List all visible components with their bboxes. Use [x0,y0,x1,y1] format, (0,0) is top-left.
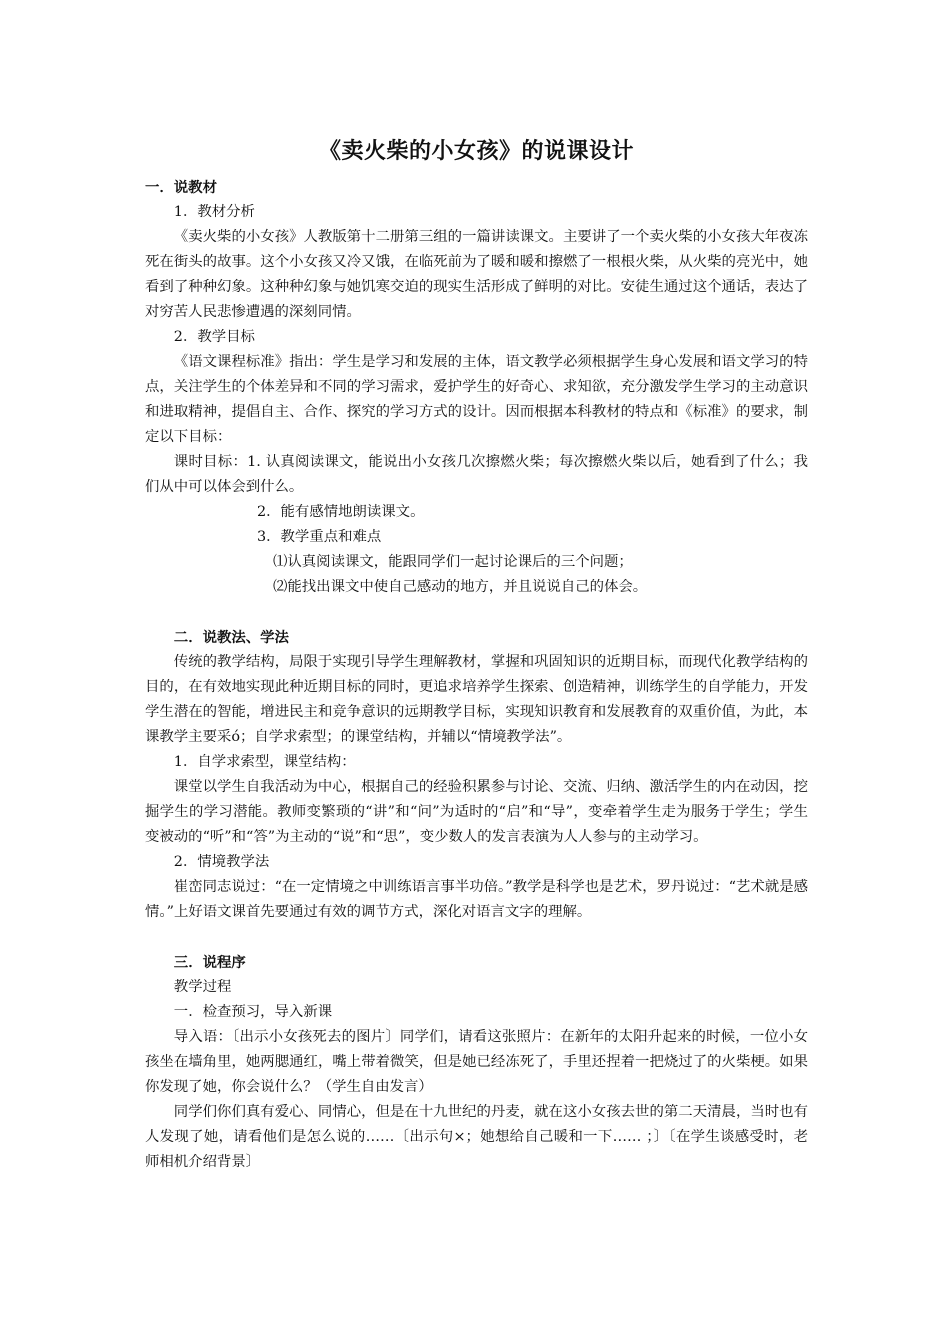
subheading-material-analysis: 1．教材分析 [173,204,255,220]
section-heading-procedure: 三．说程序 [173,954,246,971]
document-body [145,136,808,1175]
key-point-2: ⑵能找出课文中使自己感动的地方，并且说说自己的体会。 [273,579,648,595]
goal-item-2: 2．能有感情地朗读课文。 [257,504,425,520]
document-title: 《卖火柴的小女孩》的说课设计 [318,138,634,164]
section-spacer [145,600,808,625]
paragraph-curriculum-standard: 《语文课程标准》指出：学生是学习和发展的主体，语文教学必须根据学生身心发展和语文学习的特点，关注学生的个体差异和不同的学习需求，爱护学生的好奇心、求知欲，充分激发学生学习的主动意识和进取精神，提倡自主、合作、探究的学习方式的设计。因而根据本科教材的特点和《标准》的要求，制定以下目标： [145,354,808,445]
paragraph-introduction: 导入语：〔出示小女孩死去的图片〕同学们，请看这张照片：在新年的太阳升起来的时候，一位小女孩坐在墙角里，她两腮通红，嘴上带着微笑，但是她已经冻死了，手里还捏着一把烧过了的火柴梗。如果你发现了她，你会说什么？（学生自由发言） [145,1029,808,1095]
subheading-teaching-process: 教学过程 [173,979,232,995]
paragraph-teaching-structure: 传统的教学结构，局限于实现引导学生理解教材，掌握和巩固知识的近期目标，而现代化教学结构的目的，在有效地实现此种近期目标的同时，更追求培养学生探索、创造精神，训练学生的自学能力，开发学生潜在的智能，增进民主和竞争意识的远期教学目标，实现知识教育和发展教育的双重价值，为此，本课教学主要采ó；自学求索型；的课堂结构，并辅以“情境教学法”。 [145,654,808,745]
goal-item-1: 课时目标：1. 认真阅读课文，能说出小女孩几次擦燃火柴；每次擦燃火柴以后，她看到了什么；我们从中可以体会到什么。 [145,454,808,495]
section-spacer [145,925,808,950]
key-point-1: ⑴认真阅读课文，能跟同学们一起讨论课后的三个问题； [273,554,633,570]
subheading-situational-teaching: 2．情境教学法 [173,854,270,870]
subheading-teaching-goals: 2．教学目标 [173,329,255,345]
section-heading-teaching-material: 一．说教材 [145,179,217,196]
paragraph-background: 同学们你们真有爱心、同情心，但是在十九世纪的丹麦，就在这小女孩去世的第二天清晨，当时也有人发现了她，请看他们是怎么说的……〔出示句×；她想给自己暖和一下…… ；〕〔在学生谈感受时，老师相机介绍背景〕 [145,1104,808,1170]
section-heading-teaching-methods: 二．说教法、学法 [173,629,289,646]
paragraph-self-study: 课堂以学生自我活动为中心，根据自己的经验积累参与讨论、交流、归纳、激活学生的内在动因，挖掘学生的学习潜能。教师变繁琐的“讲”和“问”为适时的“启”和“导”，变牵着学生走为服务于学生；学生变被动的“听”和“答”为主动的“说”和“思”，变少数人的发言表演为人人参与的主动学习。 [145,779,808,845]
goal-item-3: 3．教学重点和难点 [257,529,382,545]
subheading-preview-check: 一．检查预习，导入新课 [173,1004,333,1020]
paragraph-situational-teaching: 崔峦同志说过：“在一定情境之中训练语言事半功倍。”教学是科学也是艺术，罗丹说过：“艺术就是感情。”上好语文课首先要通过有效的调节方式，深化对语言文字的理解。 [145,879,808,920]
subheading-self-study: 1．自学求索型，课堂结构： [173,754,356,770]
paragraph-material-analysis: 《卖火柴的小女孩》人教版第十二册第三组的一篇讲读课文。主要讲了一个卖火柴的小女孩大年夜冻死在街头的故事。这个小女孩又冷又饿，在临死前为了暖和暖和擦燃了一根根火柴，从火柴的亮光中，她看到了种种幻象。这种种幻象与她饥寒交迫的现实生活形成了鲜明的对比。安徒生通过这个通话，表达了对穷苦人民悲惨遭遇的深刻同情。 [145,229,808,320]
